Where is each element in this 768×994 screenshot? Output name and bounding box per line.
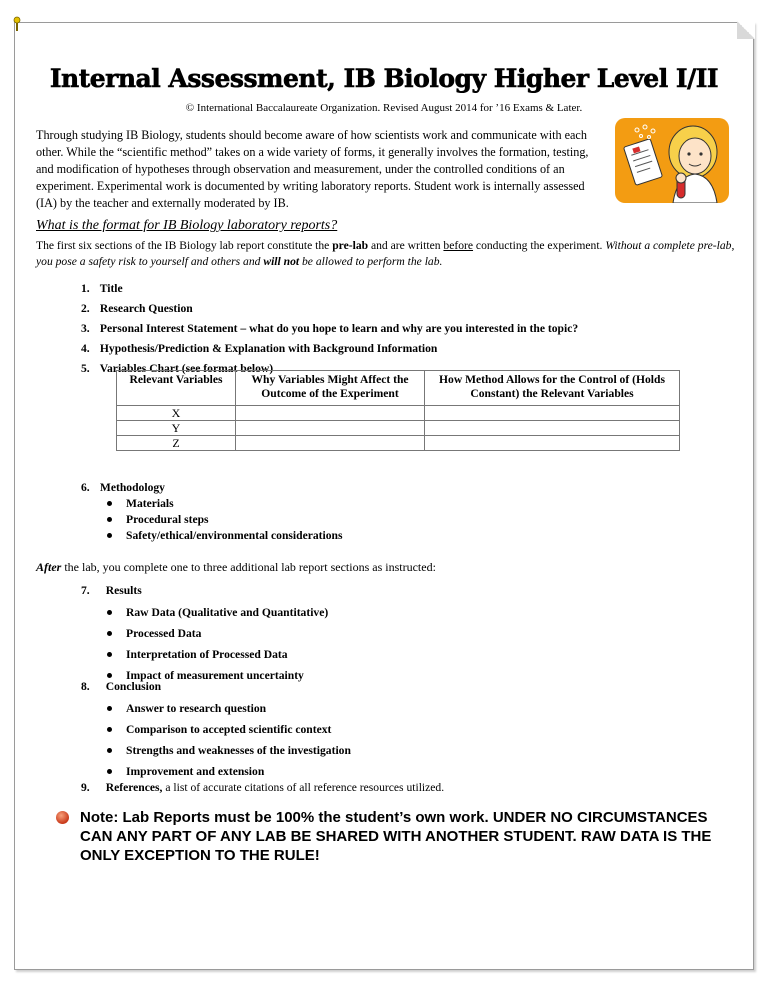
- after-bold-italic: After: [36, 560, 62, 574]
- table-cell-empty[interactable]: [425, 421, 680, 436]
- table-cell-empty[interactable]: [236, 436, 425, 451]
- section-heading: What is the format for IB Biology laboratory reports?: [36, 218, 338, 233]
- table-cell-empty[interactable]: [236, 421, 425, 436]
- note-text: Note: Lab Reports must be 100% the student’s own work. UNDER NO CIRCUMSTANCES CAN ANY PART OF ANY LAB BE SHARED WITH ANOTHER STUDENT. RAW DATA IS THE ONLY EXCEPTION TO THE RULE!: [80, 809, 712, 864]
- bullet-item: Materials: [107, 497, 174, 510]
- bullet-item: Interpretation of Processed Data: [107, 648, 288, 661]
- table-header-relevant-variables: Relevant Variables: [117, 371, 236, 406]
- list-item: 7. Results: [81, 584, 142, 597]
- bullet-item: Processed Data: [107, 627, 201, 640]
- list-item: 6. Methodology: [81, 481, 165, 494]
- prelab-italic-end: be allowed to perform the lab.: [299, 255, 443, 268]
- list-item: 2. Research Question: [81, 302, 193, 315]
- table-header-why-variables: Why Variables Might Affect the Outcome of the Experiment: [236, 371, 425, 406]
- table-cell-empty[interactable]: [425, 436, 680, 451]
- page-title: Internal Assessment, IB Biology Higher Level I/II: [49, 64, 719, 93]
- bullet-item: Impact of measurement uncertainty: [107, 669, 304, 682]
- prelab-text-3: conducting the experiment.: [473, 239, 606, 252]
- prelab-underline: before: [443, 239, 474, 252]
- prelab-italic: Without a complete pre-lab, you pose a safety risk to yourself and others and: [36, 239, 735, 268]
- table-cell-empty[interactable]: [236, 406, 425, 421]
- table-row: [117, 421, 680, 436]
- bullet-item: Raw Data (Qualitative and Quantitative): [107, 606, 328, 619]
- pin-icon: [12, 16, 22, 32]
- bullet-item: Improvement and extension: [107, 765, 264, 778]
- table-header-how-method: How Method Allows for the Control of (Holds Constant) the Relevant Variables: [425, 371, 680, 406]
- copyright-line: © International Baccalaureate Organization. Revised August 2014 for ’16 Exams & Later.: [185, 102, 583, 114]
- bullet-item: Strengths and weaknesses of the investigation: [107, 744, 351, 757]
- bullet-item: Answer to research question: [107, 702, 266, 715]
- student-illustration: [615, 118, 729, 203]
- table-cell-variable: Z: [117, 436, 236, 451]
- table-row: [117, 406, 680, 421]
- variables-table: [116, 370, 680, 451]
- prelab-note: [36, 238, 736, 270]
- list-item: 1. Title: [81, 282, 123, 295]
- table-cell-variable: Y: [117, 421, 236, 436]
- warning-bullet-icon: [56, 811, 69, 824]
- prelab-text-1: The first six sections of the IB Biology lab report constitute the: [36, 239, 333, 252]
- bullet-item: Procedural steps: [107, 513, 209, 526]
- intro-paragraph: Through studying IB Biology, students should become aware of how scientists work and communicate with each other. While the “scientific method” takes on a wide variety of forms, it generally involves the formation, testing, and modification of hypotheses through observation and measurement, under the controlled conditions of an experiment. Experimental work is documented by writing laboratory reports. Student work is internally assessed (IA) by the teacher and externally moderated by IB.: [36, 128, 589, 210]
- after-lab-line: [36, 560, 436, 575]
- table-cell-empty[interactable]: [425, 406, 680, 421]
- prelab-bold: pre-lab: [332, 239, 369, 252]
- bullet-item: Safety/ethical/environmental considerations: [107, 529, 343, 542]
- page-corner-fold: [737, 21, 755, 39]
- list-item: 4. Hypothesis/Prediction & Explanation with Background Information: [81, 342, 438, 355]
- bullet-item: Comparison to accepted scientific context: [107, 723, 331, 736]
- after-text: the lab, you complete one to three additional lab report sections as instructed:: [61, 560, 436, 574]
- table-row: [117, 436, 680, 451]
- list-item: 3. Personal Interest Statement – what do you hope to learn and why are you interested in the topic?: [81, 322, 579, 335]
- table-cell-variable: X: [117, 406, 236, 421]
- list-item: 5. Variables Chart (see format below): [81, 362, 274, 375]
- prelab-text-2: and are written: [368, 239, 444, 252]
- list-item: 8. Conclusion: [81, 680, 162, 693]
- prelab-bold-italic: will not: [263, 255, 300, 268]
- list-item: 9. References, a list of accurate citations of all reference resources utilized.: [81, 781, 445, 794]
